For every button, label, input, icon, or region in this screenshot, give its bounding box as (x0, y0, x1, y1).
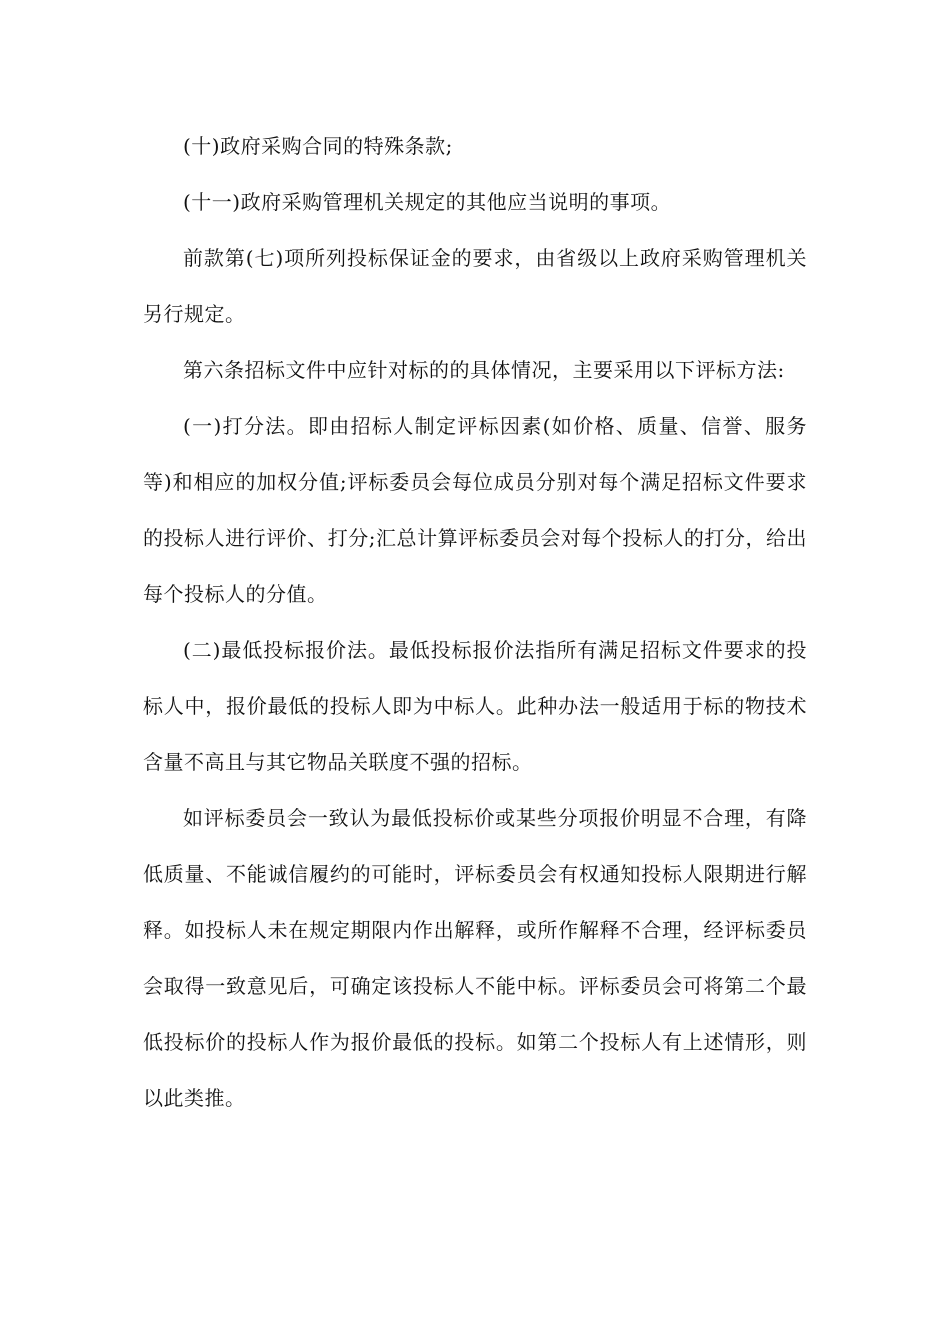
paragraph-article-6: 第六条招标文件中应针对标的的具体情况，主要采用以下评标方法: (183, 358, 785, 382)
paragraph-deposit-note: 前款第(七)项所列投标保证金的要求，由省级以上政府采购管理机关另行规定。 (143, 246, 807, 326)
document-body (143, 118, 807, 1126)
paragraph-item-10: (十)政府采购合同的特殊条款; (183, 134, 453, 158)
paragraph-unreasonable-bid: 如评标委员会一致认为最低投标价或某些分项报价明显不合理，有降低质量、不能诚信履约的可能时，评标委员会有权通知投标人限期进行解释。如投标人未在规定期限内作出解释，或所作解释不合理，经评标委员会取得一致意见后，可确定该投标人不能中标。评标委员会可将第二个最低投标价的投标人作为报价最低的投标。如第二个投标人有上述情形，则以此类推。 (143, 806, 807, 1110)
paragraph-lowest-bid-method: (二)最低投标报价法。最低投标报价法指所有满足招标文件要求的投标人中，报价最低的投标人即为中标人。此种办法一般适用于标的物技术含量不高且与其它物品关联度不强的招标。 (143, 638, 807, 774)
paragraph-item-11: (十一)政府采购管理机关规定的其他应当说明的事项。 (183, 190, 672, 214)
paragraph-scoring-method: (一)打分法。即由招标人制定评标因素(如价格、质量、信誉、服务等)和相应的加权分值;评标委员会每位成员分别对每个满足招标文件要求的投标人进行评价、打分;汇总计算评标委员会对每个投标人的打分，给出每个投标人的分值。 (143, 414, 807, 606)
